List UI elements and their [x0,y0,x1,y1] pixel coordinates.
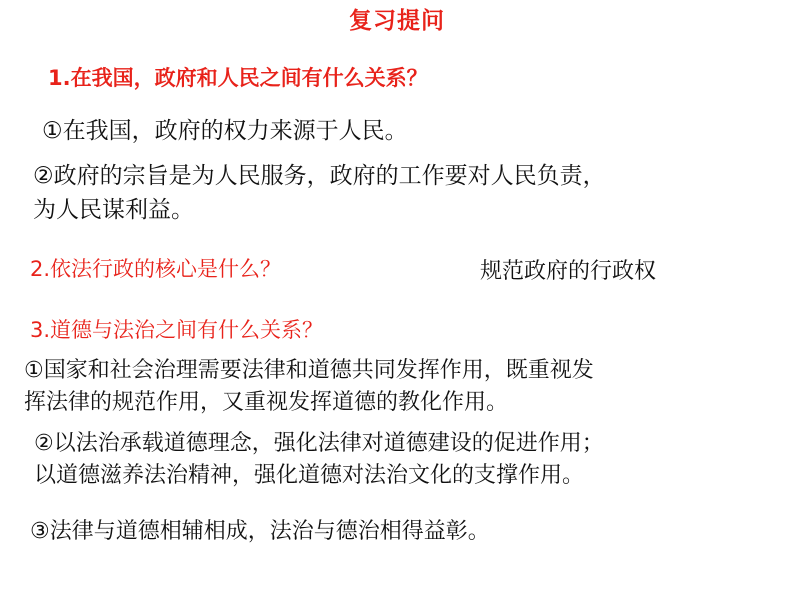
answer-1-1: ①在我国，政府的权力来源于人民。 [42,118,408,144]
answer-3-1-line-2: 挥法律的规范作用，又重视发挥道德的教化作用。 [24,390,509,415]
answer-3-3: ③法律与道德相辅相成，法治与德治相得益彰。 [30,519,490,544]
question-3: 3.道德与法治之间有什么关系？ [30,318,324,342]
page-title: 复习提问 [349,8,445,34]
question-1: 1.在我国，政府和人民之间有什么关系？ [48,66,428,90]
answer-3-1-line-1: ①国家和社会治理需要法律和道德共同发挥作用，既重视发 [24,358,594,383]
answer-3-2-line-2: 以道德滋养法治精神，强化道德对法治文化的支撑作用。 [34,463,585,488]
answer-1-2-line-2: 为人民谋利益。 [33,197,194,223]
answer-2: 规范政府的行政权 [480,259,657,284]
answer-3-2-line-1: ②以法治承载道德理念，强化法律对道德建设的促进作用； [34,431,604,456]
question-2: 2.依法行政的核心是什么？ [30,257,282,281]
answer-1-2-line-1: ②政府的宗旨是为人民服务，政府的工作要对人民负责， [33,163,606,189]
